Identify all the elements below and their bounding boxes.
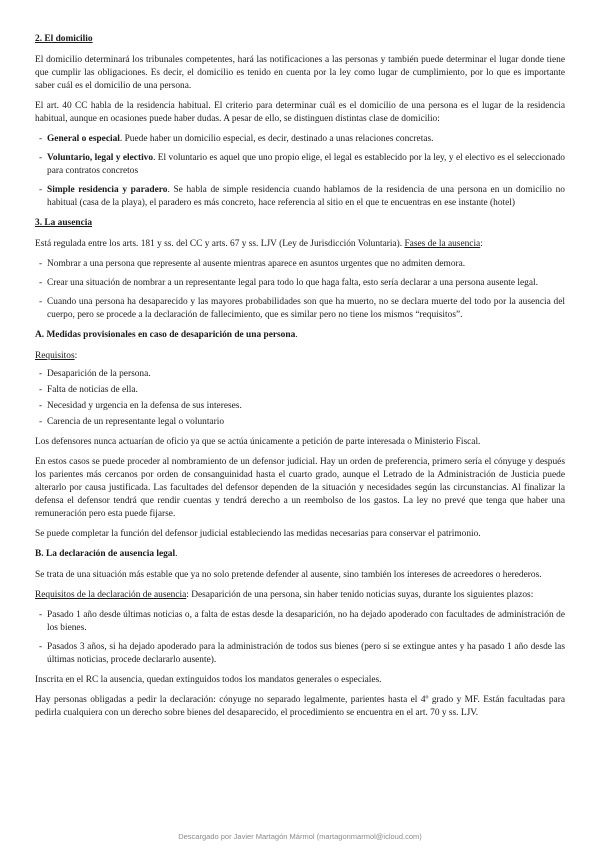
paragraph — [35, 589, 565, 602]
paragraph — [35, 238, 565, 251]
punctuation: : — [480, 239, 483, 249]
paragraph: Inscrita en el RC la ausencia, quedan extinguidos todos los mandatos generales o especiales. — [35, 675, 382, 685]
list-item: - Cuando una persona ha desaparecido y las mayores probabilidades son que ha muerto, no se declara muerte del todo por la ausencia del cuerpo, pero se procede a la declaración de fallecimiento, que es similar pero no tiene los mismos “requisitos”. — [35, 296, 565, 322]
list-item — [35, 184, 565, 210]
document-body — [35, 33, 565, 727]
list-item-text: . Se habla de simple residencia cuando hablamos de la residencia de una persona en un domicilio no habitual (casa de la playa), el paradero es más concreto, hace referencia al sitio en el que te encuentras en ese instante (hotel) — [47, 185, 565, 208]
list-item: - Pasado 1 año desde últimas noticias o, a falta de estas desde la desaparición, no ha dejado apoderado con facultades de administración de los bienes. — [35, 609, 565, 635]
list-item: - Necesidad y urgencia en la defensa de sus intereses. — [35, 400, 565, 413]
paragraph-text: : Desaparición de una persona, sin haber tenido noticias suyas, durante los siguientes plazos: — [186, 590, 534, 600]
subsection-heading-medidas — [35, 329, 565, 342]
list-item-text: . Puede haber un domicilio especial, es decir, destinado a unas relaciones concretas. — [119, 134, 434, 144]
subsection-title: B. La declaración de ausencia legal — [35, 549, 176, 559]
section-heading-ausencia: 3. La ausencia — [35, 218, 93, 228]
punctuation: . — [175, 549, 178, 559]
punctuation: . — [295, 330, 298, 340]
list-item: - Desaparición de la persona. — [35, 368, 565, 381]
section-heading-domicilio: 2. El domicilio — [35, 34, 93, 44]
fases-label: Fases de la ausencia — [404, 239, 481, 249]
list-item — [35, 133, 565, 146]
intro-text: Está regulada entre los arts. 181 y ss. del CC y arts. 67 y ss. LJV (Ley de Jurisdicción Voluntaria). — [35, 239, 405, 249]
list-item-text: . El voluntario es aquel que uno propio elige, el legal es establecido por la ley, y el electivo es el seleccionado para contratos concretos — [47, 153, 565, 176]
paragraph — [35, 350, 565, 363]
list-item: - Nombrar a una persona que represente al ausente mientras aparece en asuntos urgentes que no admiten demora. — [35, 258, 565, 271]
paragraph: El art. 40 CC habla de la residencia habitual. El criterio para determinar cuál es el domicilio de una persona es el lugar de la residencia habitual, aunque en ocasiones puede haber dudas. A pesar de ello, se distinguen distintas clase de domicilio: — [35, 101, 565, 124]
subsection-heading-declaracion — [35, 548, 565, 561]
list-item: - Pasados 3 años, si ha dejado apoderado para la administración de todos sus bienes (pero si se extingue antes y ha pasado 1 año desde las últimas noticias, procede declararlo ausente). — [35, 641, 565, 667]
paragraph: Los defensores nunca actuarían de oficio ya que se actúa únicamente a petición de parte interesada o Ministerio Fiscal. — [35, 437, 481, 447]
domicilio-types-list — [35, 133, 565, 210]
requisitos-list — [35, 368, 565, 429]
paragraph: Se puede completar la función del defensor judicial estableciendo las medidas necesarias para conservar el patrimonio. — [35, 529, 481, 539]
paragraph: Hay personas obligadas a pedir la declaración: cónyuge no separado legalmente, parientes hasta el 4º grado y MF. Están facultadas para pedirla cualquiera con un derecho sobre bienes del desaparecido, el procedimiento se encuentra en el art. 70 y ss. LJV. — [35, 695, 565, 718]
list-item-term: General o especial — [47, 134, 120, 144]
punctuation: : — [74, 351, 78, 361]
requisitos-label: Requisitos — [35, 351, 75, 361]
list-item — [35, 152, 565, 178]
paragraph: En estos casos se puede proceder al nombramiento de un defensor judicial. Hay un orden de preferencia, primero sería el cónyuge y después los parientes más cercanos por orden de consanguinidad hasta el cuarto grado, aunque el Letrado de la Administración de Justicia puede alterarlo por causa justificada. Las facultades del defensor dependen de la situación y necesidades según las circunstancias. Al finalizar la defensa el defensor tendrá que rendir cuentas y tendrá derecho a un reembolso de los gastos. La ley no prevé que tenga que haber una remuneración pero esta puede fijarse. — [35, 457, 565, 519]
paragraph: Se trata de una situación más estable que ya no solo pretende defender al ausente, sino también los intereses de acreedores o herederos. — [35, 570, 542, 580]
fases-list — [35, 258, 565, 322]
plazos-list — [35, 609, 565, 667]
list-item: - Crear una situación de nombrar a un representante legal para todo lo que haga falta, esto sería declarar a una persona ausente legal. — [35, 277, 565, 290]
list-item-term: Voluntario, legal y electivo — [47, 153, 154, 163]
requisitos-declaracion-label: Requisitos de la declaración de ausencia — [35, 590, 187, 600]
paragraph: El domicilio determinará los tribunales competentes, hará las notificaciones a las personas y también puede determinar el lugar donde tiene que cumplir las obligaciones. Es decir, el domicilio es tenido en cuenta por la ley como lugar de cumplimiento, por lo que es importante saber cuál es el domicilio de una persona. — [35, 55, 565, 91]
download-footer: Descargado por Javier Martagón Mármol (martagonmarmol@icloud.com) — [178, 832, 422, 841]
subsection-title: A. Medidas provisionales en caso de desaparición de una persona — [35, 330, 296, 340]
list-item: - Falta de noticias de ella. — [35, 384, 565, 397]
list-item-term: Simple residencia y paradero — [47, 185, 168, 195]
list-item: - Carencia de un representante legal o voluntario — [35, 416, 565, 429]
